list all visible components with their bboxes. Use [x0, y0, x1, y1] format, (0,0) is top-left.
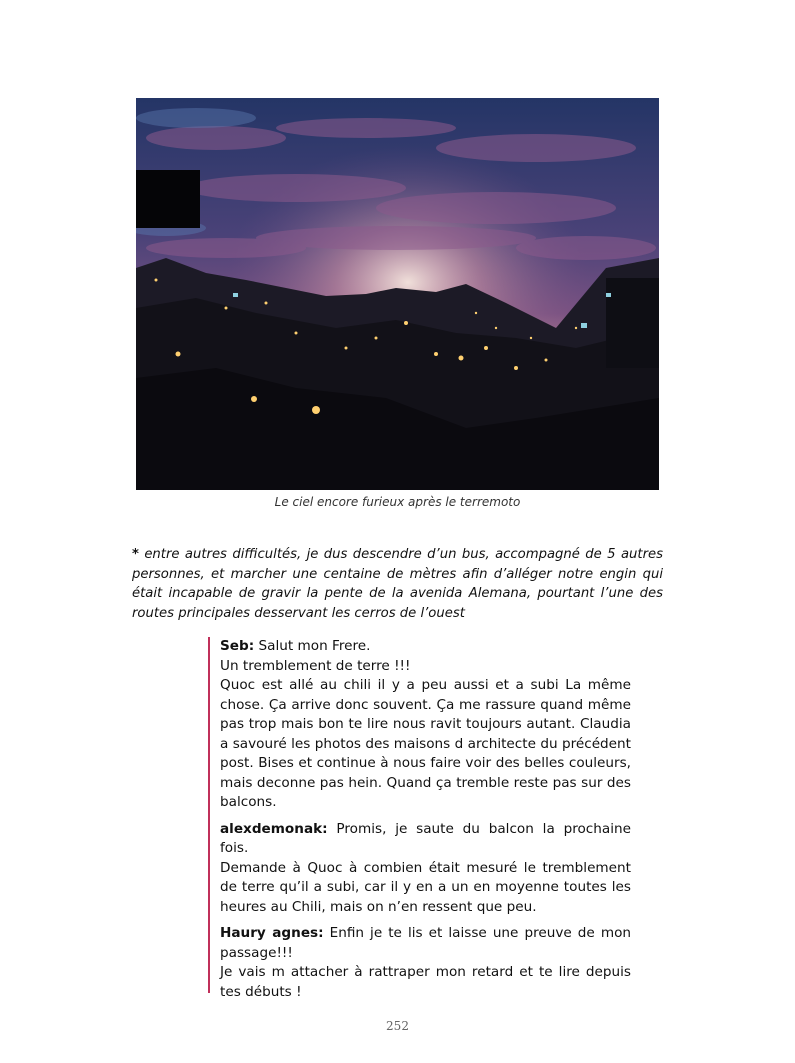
sunset-cityscape-image: [136, 98, 659, 490]
photo-caption: Le ciel encore furieux après le terremoto: [274, 495, 521, 509]
comment-author: alexdemonak:: [220, 820, 328, 837]
footnote-marker: *: [132, 547, 139, 562]
comment-text: Demande à Quoc à combien était mesuré le tremblement de terre qu’il a subi, car il y en a un en moyenne toutes les heures au Chili, mais on n’en ressent que peu.: [220, 859, 631, 915]
comment: [220, 820, 631, 918]
comment: [220, 637, 631, 813]
comment-text: Un tremblement de terre !!!: [220, 657, 411, 674]
comment-text: Salut mon Frere.: [254, 638, 371, 654]
comment-author: Haury agnes:: [220, 925, 324, 941]
comment-author: Seb:: [220, 638, 255, 654]
footnote: [132, 545, 663, 623]
page-number: 252: [386, 1019, 409, 1033]
footnote-text: entre autres difficultés, je dus descendre d’un bus, accompagné de 5 autres personnes, et marcher une centaine de mètres afin d’alléger notre engin qui était incapable de gravir la pente de la avenida Alemana, pourtant l’une des routes principales desservant les cerros de l’ouest: [132, 547, 663, 621]
comment-text: Promis, je saute du balcon la prochaine fois.: [220, 820, 631, 856]
comment-text: Quoc est allé au chili il y a peu aussi et a subi La même chose. Ça arrive donc souvent. Ça me rassure quand même pas trop mais bon te lire nous ravit toujours autant. Claudia a savouré les photos des maisons d architecte du précédent post. Bises et continue à nous faire voir des belles couleurs, mais deconne pas hein. Quand ça tremble reste pas sur des balcons.: [220, 677, 631, 810]
comments-section: [208, 637, 631, 1000]
comment: [220, 924, 631, 1002]
photo: [136, 98, 659, 490]
comment-text: Enfin je te lis et laisse une preuve de mon passage!!!: [220, 925, 631, 961]
comment-text: Je vais m attacher à rattraper mon retard et te lire depuis tes débuts !: [220, 964, 631, 1000]
